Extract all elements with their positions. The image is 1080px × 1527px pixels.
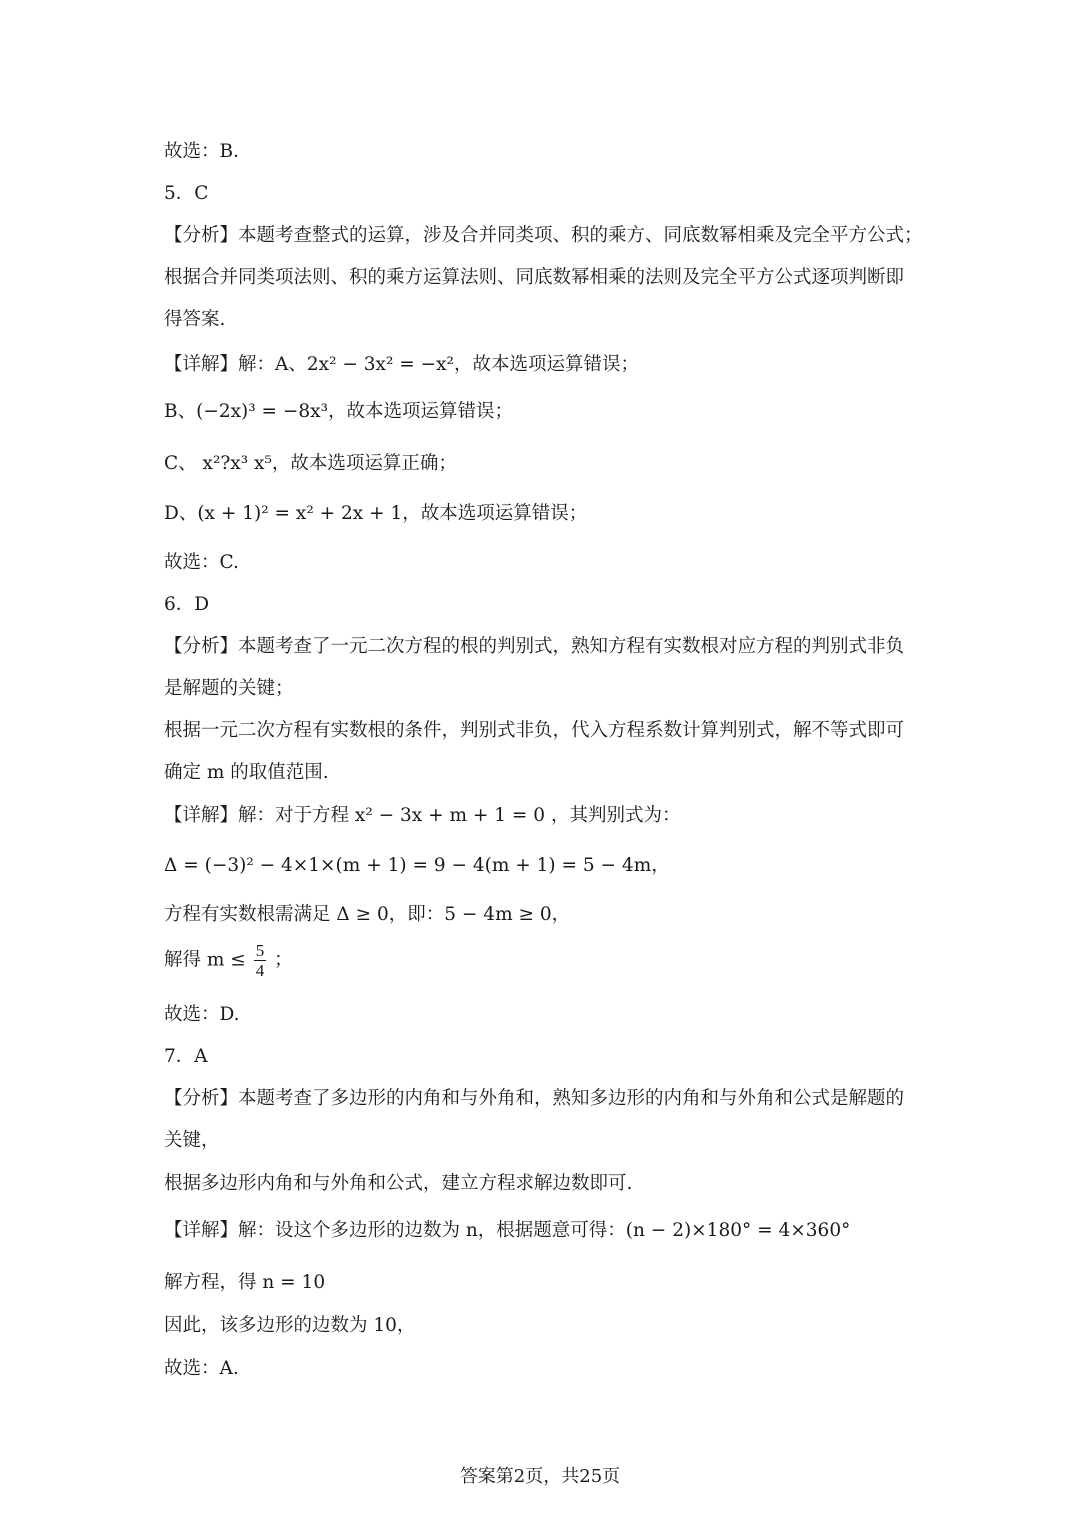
q5-detail-option-a: 【详解】解：A、2x² − 3x² = −x²，故本选项运算错误；	[164, 354, 639, 375]
q5-analysis-line-1: 【分析】本题考查整式的运算，涉及合并同类项、积的乘方、同底数幂相乘及完全平方公式；	[164, 225, 923, 246]
q7-analysis-line-1: 【分析】本题考查了多边形的内角和与外角和，熟知多边形的内角和与外角和公式是解题的	[164, 1088, 905, 1109]
fraction	[254, 941, 267, 980]
q6-condition-line: 方程有实数根需满足 Δ ≥ 0，即：5 − 4m ≥ 0，	[164, 904, 571, 925]
q5-detail-option-c: C、 x²?x³ x⁵，故本选项运算正确；	[164, 453, 457, 474]
q6-detail-equation: 【详解】解：对于方程 x² − 3x + m + 1 = 0 ，其判别式为：	[164, 805, 681, 826]
q6-answer-line: 故选：D.	[164, 1004, 240, 1025]
q7-detail-line: 【详解】解：设这个多边形的边数为 n，根据题意可得：(n − 2)×180° = 4×360°	[164, 1220, 851, 1241]
q6-analysis-line-3: 根据一元二次方程有实数根的条件，判别式非负，代入方程系数计算判别式，解不等式即可	[164, 720, 905, 741]
question-6-heading: 6．D	[164, 594, 210, 615]
q7-analysis-line-3: 根据多边形内角和与外角和公式，建立方程求解边数即可.	[164, 1173, 633, 1194]
q5-analysis-line-3: 得答案.	[164, 309, 226, 330]
q7-analysis-line-2: 关键，	[164, 1130, 220, 1151]
q5-answer-line: 故选：C.	[164, 552, 239, 573]
q6-discriminant-line: Δ = (−3)² − 4×1×(m + 1) = 9 − 4(m + 1) = 5 − 4m，	[164, 855, 670, 876]
fraction-numerator: 5	[255, 941, 265, 960]
q6-analysis-line-2: 是解题的关键；	[164, 678, 294, 699]
question-5-heading: 5．C	[164, 183, 209, 204]
q7-solve-line: 解方程，得 n = 10	[164, 1272, 326, 1293]
page-footer: 答案第2页，共25页	[459, 1466, 621, 1487]
fraction-denominator: 4	[255, 961, 265, 980]
answer-choice-line: 故选：B．	[164, 141, 252, 162]
q5-detail-option-d: D、(x + 1)² = x² + 2x + 1，故本选项运算错误；	[164, 503, 588, 524]
q7-answer-line: 故选：A.	[164, 1358, 239, 1379]
q6-solution-suffix: ；	[274, 949, 293, 971]
q6-solution-line	[164, 941, 930, 980]
q6-solution-prefix: 解得 m ≤	[164, 949, 246, 971]
q6-analysis-line-4: 确定 m 的取值范围.	[164, 762, 329, 783]
q6-analysis-line-1: 【分析】本题考查了一元二次方程的根的判别式，熟知方程有实数根对应方程的判别式非负	[164, 636, 905, 657]
question-7-heading: 7．A	[164, 1046, 208, 1067]
q5-analysis-line-2: 根据合并同类项法则、积的乘方运算法则、同底数幂相乘的法则及完全平方公式逐项判断即	[164, 267, 905, 288]
q5-detail-option-b: B、(−2x)³ = −8x³，故本选项运算错误；	[164, 401, 514, 422]
q7-conclusion-line: 因此，该多边形的边数为 10，	[164, 1315, 416, 1336]
